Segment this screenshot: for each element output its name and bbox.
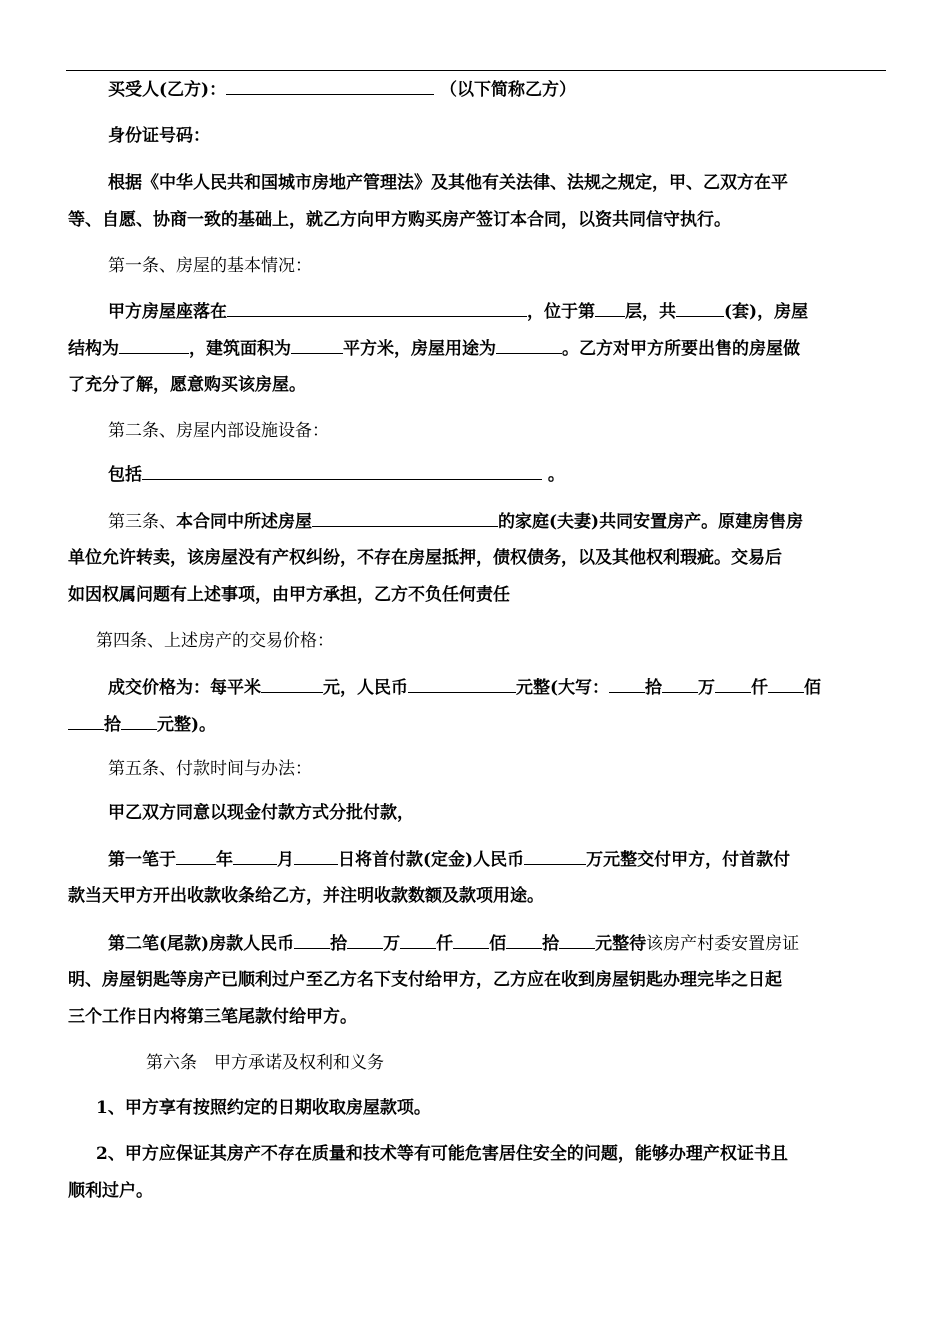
text-run: 拾	[330, 934, 348, 954]
total-price-blank	[408, 676, 516, 693]
text-run: 月	[277, 850, 294, 870]
text-run: 平方米，房屋用途为	[343, 339, 496, 359]
second-payment-line-1	[108, 932, 950, 955]
article-1-line-2	[68, 337, 950, 360]
text-run: (套)，房屋	[724, 302, 809, 322]
text-run: 甲方房屋座落在	[108, 302, 227, 322]
blank	[347, 932, 383, 949]
text-run: 第二笔(尾款)房款人民币	[108, 934, 295, 954]
buyer-line	[108, 78, 950, 101]
blank	[294, 932, 330, 949]
article-2-line	[108, 463, 950, 486]
text-run: ，建筑面积为	[189, 339, 291, 359]
article-3-line-3: 如因权属问题有上述事项，由甲方承担，乙方不负任何责任	[68, 585, 510, 605]
blank	[662, 676, 698, 693]
text-run: 元整待	[595, 934, 647, 954]
header-rule	[66, 70, 886, 71]
blank	[609, 676, 645, 693]
text-run: 佰	[804, 678, 822, 698]
blank	[506, 932, 542, 949]
buyer-label: 买受人(乙方)：	[108, 80, 227, 100]
article-4-line-2	[68, 713, 950, 736]
text-run: 结构为	[68, 339, 119, 359]
article-5-heading: 第五条、付款时间与办法：	[108, 759, 312, 779]
article-2-heading: 第二条、房屋内部设施设备：	[108, 421, 329, 441]
first-payment-line-1	[108, 848, 950, 871]
text-run: 第一笔于	[108, 850, 176, 870]
units-blank	[676, 300, 724, 317]
month-blank	[233, 848, 277, 865]
text-run: 万	[698, 678, 716, 698]
preamble-line-1: 根据《中华人民共和国城市房地产管理法》及其他有关法律、法规之规定，甲、乙双方在平	[108, 173, 788, 193]
article-4-heading: 第四条、上述房产的交易价格：	[96, 631, 334, 651]
amount-blank	[524, 848, 586, 865]
text-run: 本合同中所述房屋	[176, 512, 312, 532]
article-6-heading: 第六条 甲方承诺及权利和义务	[146, 1053, 384, 1073]
article-5-line-1: 甲乙双方同意以现金付款方式分批付款，	[108, 803, 414, 823]
text-run: 包括	[108, 465, 142, 485]
text-run: ，位于第	[527, 302, 595, 322]
structure-blank	[119, 337, 189, 354]
article-6-item-2-line-2: 顺利过户。	[68, 1181, 153, 1201]
first-payment-line-2: 款当天甲方开出收款收条给乙方，并注明收款数额及款项用途。	[68, 886, 544, 906]
text-run: 日将首付款(定金)人民币	[338, 850, 525, 870]
article-6-item-1: 1、甲方享有按照约定的日期收取房屋款项。	[96, 1098, 431, 1118]
text-run: 仟	[436, 934, 454, 954]
article-1-line-1	[108, 300, 950, 323]
article-1-heading: 第一条、房屋的基本情况：	[108, 256, 312, 276]
buyer-name-blank	[226, 78, 434, 95]
text-run: 拾	[542, 934, 560, 954]
text-run: 元整)。	[157, 715, 217, 735]
blank	[768, 676, 804, 693]
preamble-line-2: 等、自愿、协商一致的基础上，就乙方向甲方购买房产签订本合同，以资共同信守执行。	[68, 210, 731, 230]
blank	[715, 676, 751, 693]
article-1-line-3: 了充分了解，愿意购买该房屋。	[68, 375, 306, 395]
text-run: 仟	[751, 678, 769, 698]
text-run: 层，共	[625, 302, 676, 322]
text-run: 成交价格为：每平米	[108, 678, 261, 698]
article-3-line-2: 单位允许转卖，该房屋没有产权纠纷，不存在房屋抵押，债权债务，以及其他权利瑕疵。交易后	[68, 548, 782, 568]
owner-blank	[312, 510, 498, 527]
second-payment-line-2: 明、房屋钥匙等房产已顺利过户至乙方名下支付给甲方，乙方应在收到房屋钥匙办理完毕之日起	[68, 970, 782, 990]
unit-price-blank	[261, 676, 323, 693]
text-run: 该房产村委安置房证	[646, 934, 800, 954]
area-blank	[291, 337, 343, 354]
day-blank	[294, 848, 338, 865]
id-number-label: 身份证号码：	[108, 126, 210, 146]
blank	[559, 932, 595, 949]
text-run: 拾	[104, 715, 121, 735]
blank	[121, 713, 157, 730]
text-run: 第三条、	[108, 512, 176, 532]
blank	[453, 932, 489, 949]
usage-blank	[496, 337, 562, 354]
blank	[68, 713, 104, 730]
location-blank	[227, 300, 527, 317]
text-run: 元整(大写：	[516, 678, 610, 698]
article-4-line-1	[108, 676, 950, 699]
year-blank	[176, 848, 216, 865]
text-run: 年	[216, 850, 233, 870]
text-run: 元，人民币	[323, 678, 408, 698]
text-run: 万	[383, 934, 401, 954]
buyer-suffix: （以下简称乙方）	[440, 80, 577, 100]
text-run: 的家庭(夫妻)共同安置房产。原建房售房	[498, 512, 804, 532]
text-run: 。	[547, 465, 565, 485]
second-payment-line-3: 三个工作日内将第三笔尾款付给甲方。	[68, 1007, 357, 1027]
article-3-line-1	[108, 510, 950, 533]
facilities-blank	[142, 463, 542, 480]
text-run: 。乙方对甲方所要出售的房屋做	[562, 339, 800, 359]
text-run: 万元整交付甲方，付首款付	[586, 850, 791, 870]
floor-blank	[595, 300, 625, 317]
text-run: 佰	[489, 934, 507, 954]
article-6-item-2-line-1: 2、甲方应保证其房产不存在质量和技术等有可能危害居住安全的问题，能够办理产权证书且	[96, 1144, 788, 1164]
text-run: 拾	[645, 678, 663, 698]
blank	[400, 932, 436, 949]
